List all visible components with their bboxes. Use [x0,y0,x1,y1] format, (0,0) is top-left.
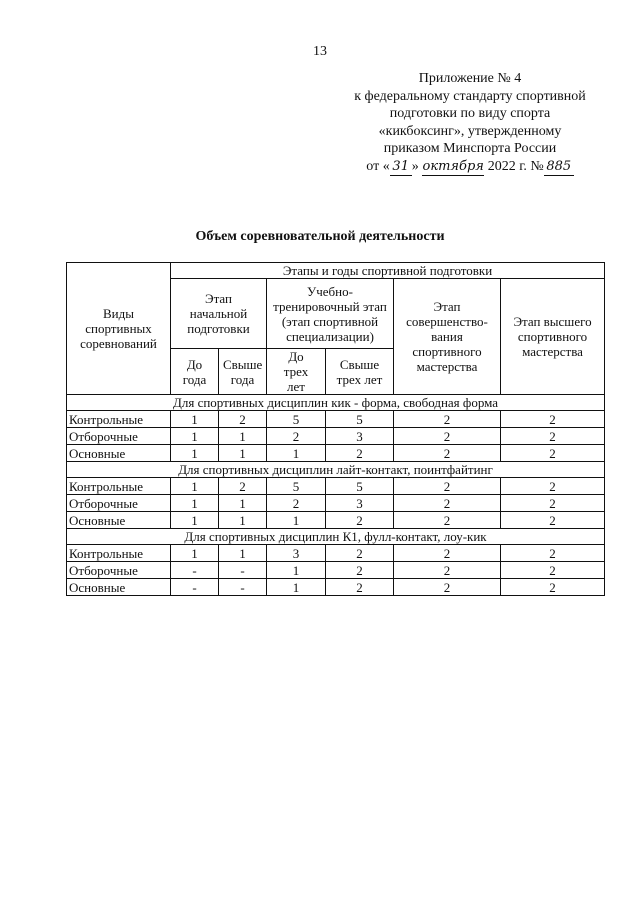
annex-line: «кикбоксинг», утвержденному [378,123,562,139]
table-cell: 2 [326,579,394,596]
table-cell: 1 [267,445,326,462]
table-cell: 2 [394,579,501,596]
row-label: Контрольные [67,411,171,428]
table-cell: 2 [394,495,501,512]
table-cell: - [219,562,267,579]
table-cell: 1 [267,562,326,579]
table-cell: 1 [171,478,219,495]
header-stage-initial: Этап начальной подготовки [171,279,267,349]
table-cell: 2 [394,445,501,462]
table-row [67,495,605,512]
header-competition-kinds: Виды спортивных соревнований [67,263,171,395]
table-cell: 2 [394,428,501,445]
annex-date-line: от « 31 » октября 2022 г. № 885 [330,158,610,177]
subheader-over-year: Свыше года [219,349,267,395]
table-row [67,428,605,445]
table-cell: 2 [501,579,605,596]
handwritten-day: 31 [390,158,412,177]
table-cell: 2 [326,512,394,529]
table-cell: 2 [267,495,326,512]
table-cell: 2 [501,445,605,462]
table-cell: 1 [219,495,267,512]
section-title: Для спортивных дисциплин лайт-контакт, поинтфайтинг [67,462,605,478]
row-label: Отборочные [67,428,171,445]
row-label: Отборочные [67,495,171,512]
table-cell: 1 [171,495,219,512]
table-cell: - [171,562,219,579]
annex-title: Приложение № 4 [418,71,522,86]
table-cell: 2 [501,478,605,495]
handwritten-month: октября [422,158,484,177]
table-row [67,478,605,495]
row-label: Основные [67,512,171,529]
competition-volume-table [66,262,605,596]
page-number: 13 [313,44,327,59]
table-row [67,579,605,596]
table-cell: 1 [171,445,219,462]
annex-line: приказом Минспорта России [383,141,557,156]
table-row [67,562,605,579]
header-stage-training: Учебно-тренировочный этап (этап спортивной специализации) [267,279,394,349]
document-title: Объем соревновательной деятельности [195,229,445,244]
table-cell: 5 [267,411,326,428]
annex-block [330,70,610,176]
table-cell: 2 [394,411,501,428]
table-cell: 2 [501,495,605,512]
annex-line: подготовки по виду спорта [389,106,551,121]
table-cell: 1 [171,411,219,428]
table-row [67,512,605,529]
table-cell: 2 [501,428,605,445]
table-cell: 2 [501,411,605,428]
table-cell: 5 [267,478,326,495]
table-cell: 2 [326,445,394,462]
table-cell: 1 [219,512,267,529]
table-cell: 2 [394,545,501,562]
header-stages-years: Этапы и годы спортивной подготовки [171,263,605,279]
header-stage-improvement: Этап совершенство-вания спортивного мастерства [394,279,501,395]
row-label: Основные [67,445,171,462]
table-row [67,445,605,462]
table-cell: 5 [326,478,394,495]
table-cell: 1 [219,445,267,462]
table-cell: - [171,579,219,596]
table-cell: 2 [267,428,326,445]
table-cell: 1 [267,512,326,529]
table-cell: 1 [171,512,219,529]
handwritten-number: 885 [544,158,574,177]
table-cell: 2 [394,562,501,579]
table-cell: 1 [219,545,267,562]
table-cell: 1 [219,428,267,445]
section-title: Для спортивных дисциплин К1, фулл-контакт, лоу-кик [67,529,605,545]
table-cell: 1 [171,428,219,445]
section-title: Для спортивных дисциплин кик - форма, свободная форма [67,395,605,411]
table-row [67,411,605,428]
table-cell: 2 [501,545,605,562]
table-cell: 1 [171,545,219,562]
subheader-up-to-three-years: До трех лет [267,349,326,395]
row-label: Отборочные [67,562,171,579]
table-cell: 3 [267,545,326,562]
table-cell: 3 [326,428,394,445]
row-label: Контрольные [67,478,171,495]
table-cell: 2 [394,478,501,495]
table-cell: 5 [326,411,394,428]
subheader-over-three-years: Свыше трех лет [326,349,394,395]
row-label: Основные [67,579,171,596]
table-cell: 2 [501,512,605,529]
table-cell: 1 [267,579,326,596]
table-cell: 2 [326,562,394,579]
table-cell: - [219,579,267,596]
table-cell: 2 [219,478,267,495]
row-label: Контрольные [67,545,171,562]
header-stage-highest: Этап высшего спортивного мастерства [501,279,605,395]
table-row [67,545,605,562]
table-cell: 2 [394,512,501,529]
table-cell: 2 [326,545,394,562]
annex-line: к федеральному стандарту спортивной [354,88,586,104]
table-cell: 2 [501,562,605,579]
table-cell: 2 [219,411,267,428]
subheader-up-to-year: До года [171,349,219,395]
table-cell: 3 [326,495,394,512]
